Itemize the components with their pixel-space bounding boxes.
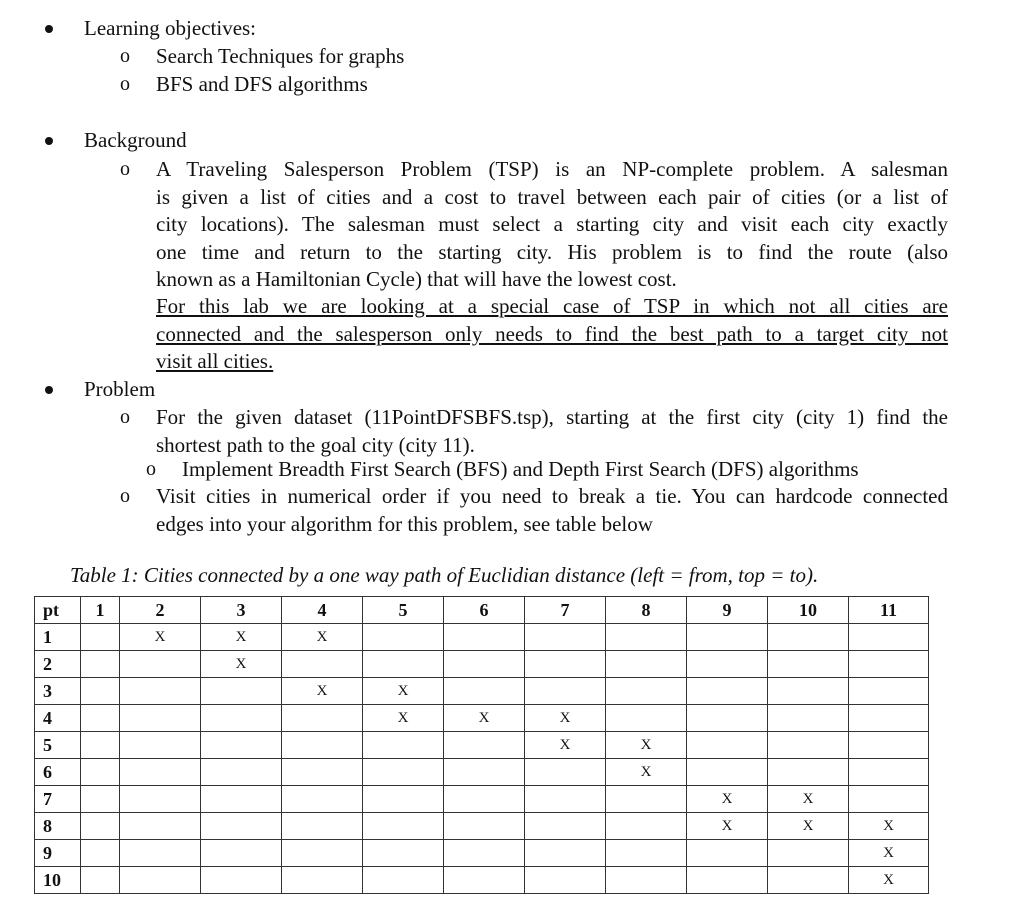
table-cell: X [444,705,525,732]
table-row-header: 2 [35,651,81,678]
table-cell [363,867,444,894]
paragraph-line: Visit cities in numerical order if you need to break a tie. You can hardcode connected [156,484,948,508]
paragraph-line: is given a list of cities and a cost to travel between each pair of cities (or a list of [156,184,948,209]
problem-item [156,404,948,459]
table-cell [282,813,363,840]
table-cell [120,732,201,759]
table-cell [444,840,525,867]
background-title: Background [84,128,187,152]
table-cell [525,678,606,705]
paragraph-line: connected and the salesperson only needs to find the best path to a target city not [156,321,948,346]
paragraph-line: city locations). The salesman must select a starting city and visit each city exactly [156,212,948,236]
table-cell [201,705,282,732]
table-cell [363,624,444,651]
table-cell [81,759,120,786]
table-cell [849,651,929,678]
table-row-header: 1 [35,624,81,651]
table-cell [768,840,849,867]
bullet-dot [45,137,53,145]
table-column-header: 10 [768,597,849,624]
table-cell [849,624,929,651]
sub-bullet-marker: o [120,158,130,180]
table-cell [201,786,282,813]
table-cell [606,678,687,705]
table-cell [363,813,444,840]
table-cell [201,732,282,759]
table-row [35,624,929,651]
table-cell [444,759,525,786]
table-row [35,813,929,840]
table-cell [120,786,201,813]
table-cell: X [282,678,363,705]
table-cell [81,813,120,840]
table-cell [120,705,201,732]
sub-bullet-marker: o [120,485,130,507]
bullet-dot [45,25,53,33]
table-cell [687,678,768,705]
table-cell [606,840,687,867]
table-cell [768,732,849,759]
table-cell: X [606,759,687,786]
table-cell: X [363,705,444,732]
table-cell: X [606,732,687,759]
table-cell [282,732,363,759]
table-cell [687,705,768,732]
table-corner-header: pt [35,597,81,624]
table-cell [201,813,282,840]
table-cell [363,732,444,759]
table-column-header: 8 [606,597,687,624]
table-cell [525,759,606,786]
table-cell [687,624,768,651]
table-row [35,759,929,786]
table-cell [606,651,687,678]
table-cell: X [201,651,282,678]
problem-subitem: Implement Breadth First Search (BFS) and Depth First Search (DFS) algorithms [182,457,859,481]
table-cell [687,732,768,759]
table-cell [363,786,444,813]
table-column-header: 5 [363,597,444,624]
paragraph-line: known as a Hamiltonian Cycle) that will have the lowest cost. [156,267,677,291]
table-cell: X [525,705,606,732]
problem-item [156,483,948,538]
table-cell: X [525,732,606,759]
sub-bullet-marker: o [120,45,130,67]
paragraph-line: visit all cities. [156,349,274,373]
table-row-header: 10 [35,867,81,894]
table-column-header: 2 [120,597,201,624]
table-row-header: 6 [35,759,81,786]
table-cell [444,678,525,705]
table-row [35,705,929,732]
paragraph-line: For this lab we are looking at a special case of TSP in which not all cities are [156,294,948,318]
table-caption: Table 1: Cities connected by a one way path of Euclidian distance (left = from, top = to). [70,563,819,587]
table-cell [849,786,929,813]
paragraph-line: one time and return to the starting city. His problem is to find the route (also [156,239,948,264]
table-cell [444,732,525,759]
table-cell [768,759,849,786]
table-row-header: 3 [35,678,81,705]
table-cell [120,840,201,867]
table-cell [606,813,687,840]
table-cell: X [120,624,201,651]
table-cell: X [849,840,929,867]
paragraph-line: edges into your algorithm for this problem, see table below [156,511,653,536]
table-cell [201,840,282,867]
table-column-header: 11 [849,597,929,624]
table-row-header: 8 [35,813,81,840]
bullet-dot [45,386,53,394]
table-cell [120,651,201,678]
table-cell: X [768,813,849,840]
table-row [35,651,929,678]
table-cell [606,786,687,813]
table-cell [201,867,282,894]
table-cell: X [687,813,768,840]
objective-item: BFS and DFS algorithms [156,72,368,96]
table-cell [81,678,120,705]
table-cell: X [768,786,849,813]
table-cell [687,651,768,678]
background-underlined-note [156,293,948,376]
table-cell [849,678,929,705]
table-cell [81,732,120,759]
table-cell [282,867,363,894]
table-cell [444,867,525,894]
table-cell [525,840,606,867]
table-cell [606,867,687,894]
table-cell [444,813,525,840]
table-cell [525,867,606,894]
table-cell: X [363,678,444,705]
table-column-header: 6 [444,597,525,624]
table-cell [81,705,120,732]
table-cell [525,651,606,678]
background-paragraph [156,156,948,294]
table-cell [282,759,363,786]
table-cell [81,867,120,894]
table-cell [444,786,525,813]
table-cell [120,759,201,786]
table-cell: X [849,867,929,894]
sub-bullet-marker: o [120,73,130,95]
table-cell [81,786,120,813]
sub-sub-bullet-marker: o [146,458,156,480]
table-row [35,840,929,867]
table-cell [81,624,120,651]
table-cell [768,651,849,678]
table-cell [81,651,120,678]
table-cell [849,732,929,759]
table-cell [687,840,768,867]
table-cell [849,759,929,786]
table-row-header: 5 [35,732,81,759]
table-cell [768,624,849,651]
table-cell [282,786,363,813]
table-cell [282,651,363,678]
table-cell: X [282,624,363,651]
problem-title: Problem [84,377,156,401]
table-cell [201,759,282,786]
table-row [35,678,929,705]
table-cell [768,867,849,894]
table-row-header: 7 [35,786,81,813]
table-cell [606,624,687,651]
table-cell [444,624,525,651]
table-cell [363,840,444,867]
table-cell: X [201,624,282,651]
table-cell [687,867,768,894]
table-row-header: 9 [35,840,81,867]
table-cell [282,705,363,732]
table-row [35,786,929,813]
table-cell [606,705,687,732]
table-row [35,732,929,759]
paragraph-line: A Traveling Salesperson Problem (TSP) is an NP-complete problem. A salesman [156,157,948,181]
paragraph-line: For the given dataset (11PointDFSBFS.tsp), starting at the first city (city 1) find the [156,405,948,429]
table-cell [363,759,444,786]
table-column-header: 1 [81,597,120,624]
table-header-row [35,597,929,624]
table-cell [768,678,849,705]
table-cell [687,759,768,786]
table-cell [525,624,606,651]
table-cell [444,651,525,678]
table-cell [81,840,120,867]
objective-item: Search Techniques for graphs [156,44,405,68]
table-cell [525,786,606,813]
table-cell [282,840,363,867]
table-cell [120,813,201,840]
table-row-header: 4 [35,705,81,732]
table-cell: X [687,786,768,813]
table-cell [120,867,201,894]
table-cell [768,705,849,732]
paragraph-line: shortest path to the goal city (city 11). [156,432,475,457]
table-cell [525,813,606,840]
table-cell: X [849,813,929,840]
table-cell [201,678,282,705]
table-column-header: 4 [282,597,363,624]
table-column-header: 3 [201,597,282,624]
cities-connection-table [34,596,929,894]
table-cell [363,651,444,678]
table-cell [120,678,201,705]
objectives-title: Learning objectives: [84,16,257,40]
table-row [35,867,929,894]
table-column-header: 9 [687,597,768,624]
table-cell [849,705,929,732]
table-column-header: 7 [525,597,606,624]
sub-bullet-marker: o [120,406,130,428]
